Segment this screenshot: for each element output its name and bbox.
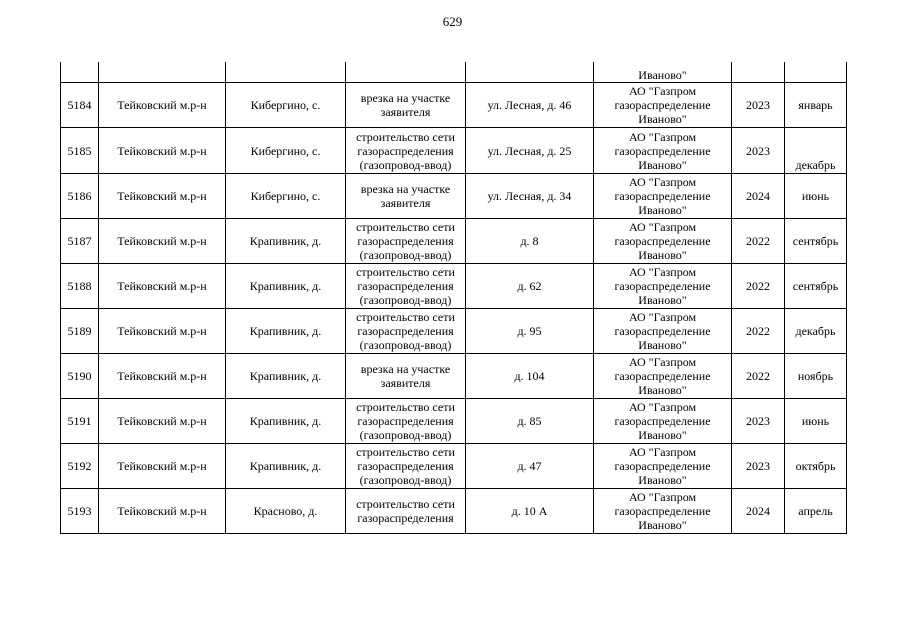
cell-work-type-line: строительство сети — [356, 220, 455, 234]
cell-work-type — [346, 309, 466, 354]
cell-locality: Крапивник, д. — [226, 309, 346, 354]
cell-month: сентябрь — [785, 264, 847, 309]
cell-address: ул. Лесная, д. 25 — [466, 128, 594, 174]
cell-organization-line: Иваново" — [638, 203, 687, 217]
table-row — [61, 309, 847, 354]
cell-organization — [594, 128, 732, 174]
cell-number: 5185 — [61, 128, 99, 174]
cell-organization-line: газораспределение — [614, 98, 711, 112]
cell-locality: Крапивник, д. — [226, 354, 346, 399]
cell-work-type — [346, 489, 466, 534]
cell-address: д. 104 — [466, 354, 594, 399]
cell-organization-line: Иваново" — [638, 293, 687, 307]
cell-organization-line: АО "Газпром — [628, 445, 697, 459]
cell-organization-line: газораспределение — [614, 189, 711, 203]
cell-organization — [594, 83, 732, 128]
cell-number: 5186 — [61, 174, 99, 219]
cell-address: д. 62 — [466, 264, 594, 309]
cell-organization-line: АО "Газпром — [628, 220, 697, 234]
cell-organization — [594, 309, 732, 354]
cell-organization-line: АО "Газпром — [628, 490, 697, 504]
cell-organization-line: газораспределение — [614, 234, 711, 248]
cell-organization-line: Иваново" — [638, 518, 687, 532]
table-row — [61, 83, 847, 128]
cell-locality — [226, 62, 346, 83]
cell-work-type-line: врезка на участке — [360, 91, 451, 105]
cell-locality: Красново, д. — [226, 489, 346, 534]
cell-work-type-line: заявителя — [380, 105, 431, 119]
cell-organization-line: газораспределение — [614, 324, 711, 338]
cell-locality: Кибергино, с. — [226, 174, 346, 219]
table-row — [61, 399, 847, 444]
page-number: 629 — [442, 14, 463, 29]
cell-organization — [594, 219, 732, 264]
cell-organization — [594, 354, 732, 399]
cell-month: сентябрь — [785, 219, 847, 264]
cell-year: 2024 — [732, 489, 785, 534]
cell-month — [785, 62, 847, 83]
cell-year: 2023 — [732, 399, 785, 444]
cell-organization-line: АО "Газпром — [628, 355, 697, 369]
cell-number: 5192 — [61, 444, 99, 489]
cell-address: д. 95 — [466, 309, 594, 354]
cell-number: 5191 — [61, 399, 99, 444]
cell-work-type-line: (газопровод-ввод) — [359, 473, 452, 487]
cell-month: июнь — [785, 174, 847, 219]
cell-month: январь — [785, 83, 847, 128]
gasification-schedule-table — [60, 62, 847, 534]
cell-work-type-line: строительство сети — [356, 400, 455, 414]
cell-district: Тейковский м.р-н — [99, 264, 226, 309]
cell-year — [732, 62, 785, 83]
cell-year: 2023 — [732, 444, 785, 489]
cell-number: 5188 — [61, 264, 99, 309]
cell-year: 2022 — [732, 219, 785, 264]
cell-work-type-line: (газопровод-ввод) — [359, 248, 452, 262]
cell-year: 2023 — [732, 128, 785, 174]
cell-organization-line: АО "Газпром — [628, 400, 697, 414]
cell-district: Тейковский м.р-н — [99, 128, 226, 174]
cell-organization-line: Иваново" — [638, 338, 687, 352]
cell-organization-line: АО "Газпром — [628, 129, 697, 144]
cell-district: Тейковский м.р-н — [99, 219, 226, 264]
cell-number: 5189 — [61, 309, 99, 354]
cell-organization-line: газораспределение — [614, 369, 711, 383]
cell-work-type — [346, 354, 466, 399]
cell-work-type-line: строительство сети — [356, 129, 455, 144]
cell-organization-line: газораспределение — [614, 414, 711, 428]
cell-work-type-line: строительство сети — [356, 310, 455, 324]
table-row — [61, 219, 847, 264]
table-row — [61, 128, 847, 174]
cell-organization-line: Иваново" — [638, 112, 687, 126]
cell-organization — [594, 399, 732, 444]
cell-month: ноябрь — [785, 354, 847, 399]
table-row — [61, 264, 847, 309]
cell-year: 2022 — [732, 309, 785, 354]
cell-locality: Крапивник, д. — [226, 219, 346, 264]
cell-organization: Иваново" — [594, 62, 732, 83]
cell-organization-line: газораспределение — [614, 143, 711, 158]
cell-work-type-line: газораспределения — [357, 143, 454, 158]
cell-year: 2024 — [732, 174, 785, 219]
cell-work-type — [346, 128, 466, 174]
cell-work-type — [346, 83, 466, 128]
cell-work-type-line: строительство сети — [356, 445, 455, 459]
cell-work-type-line: заявителя — [380, 376, 431, 390]
cell-work-type — [346, 444, 466, 489]
cell-organization-line: газораспределение — [614, 504, 711, 518]
cell-organization — [594, 174, 732, 219]
cell-organization — [594, 489, 732, 534]
cell-organization-line: Иваново" — [638, 157, 687, 172]
cell-work-type — [346, 219, 466, 264]
cell-organization-line: Иваново" — [638, 428, 687, 442]
cell-organization-line: Иваново" — [638, 473, 687, 487]
cell-month: июнь — [785, 399, 847, 444]
cell-month: апрель — [785, 489, 847, 534]
cell-work-type-line: заявителя — [380, 196, 431, 210]
table-row — [61, 444, 847, 489]
cell-locality: Кибергино, с. — [226, 128, 346, 174]
cell-year: 2023 — [732, 83, 785, 128]
cell-district: Тейковский м.р-н — [99, 444, 226, 489]
cell-address: д. 10 А — [466, 489, 594, 534]
cell-organization — [594, 264, 732, 309]
cell-number — [61, 62, 99, 83]
cell-organization-line: АО "Газпром — [628, 175, 697, 189]
cell-locality: Крапивник, д. — [226, 444, 346, 489]
cell-month: октябрь — [785, 444, 847, 489]
cell-locality: Крапивник, д. — [226, 399, 346, 444]
cell-address: ул. Лесная, д. 34 — [466, 174, 594, 219]
cell-work-type — [346, 399, 466, 444]
cell-address: д. 8 — [466, 219, 594, 264]
cell-year: 2022 — [732, 354, 785, 399]
cell-district: Тейковский м.р-н — [99, 399, 226, 444]
cell-number: 5187 — [61, 219, 99, 264]
cell-number: 5184 — [61, 83, 99, 128]
cell-organization-line: газораспределение — [614, 459, 711, 473]
cell-locality: Крапивник, д. — [226, 264, 346, 309]
cell-district: Тейковский м.р-н — [99, 354, 226, 399]
cell-work-type-line: строительство сети — [356, 497, 455, 511]
cell-organization-line: Иваново" — [638, 383, 687, 397]
cell-work-type-line: врезка на участке — [360, 362, 451, 376]
cell-district: Тейковский м.р-н — [99, 489, 226, 534]
cell-locality: Кибергино, с. — [226, 83, 346, 128]
cell-address: ул. Лесная, д. 46 — [466, 83, 594, 128]
cell-work-type-line: (газопровод-ввод) — [359, 293, 452, 307]
cell-month: декабрь — [785, 128, 847, 174]
cell-district — [99, 62, 226, 83]
table-row — [61, 174, 847, 219]
table-row — [61, 354, 847, 399]
cell-work-type — [346, 62, 466, 83]
cell-work-type — [346, 264, 466, 309]
cell-number: 5193 — [61, 489, 99, 534]
cell-work-type-line: газораспределения — [357, 414, 454, 428]
cell-work-type-line: строительство сети — [356, 265, 455, 279]
cell-work-type — [346, 174, 466, 219]
cell-address: д. 85 — [466, 399, 594, 444]
cell-organization-line: газораспределение — [614, 279, 711, 293]
cell-work-type-line: (газопровод-ввод) — [359, 157, 452, 172]
cell-work-type-line: (газопровод-ввод) — [359, 338, 452, 352]
cell-district: Тейковский м.р-н — [99, 83, 226, 128]
cell-work-type-line: газораспределения — [357, 279, 454, 293]
cell-work-type-line: газораспределения — [357, 234, 454, 248]
cell-number: 5190 — [61, 354, 99, 399]
cell-organization-line: АО "Газпром — [628, 84, 697, 98]
cell-month: декабрь — [785, 309, 847, 354]
cell-work-type-line: газораспределения — [357, 324, 454, 338]
cell-organization — [594, 444, 732, 489]
cell-organization-line: АО "Газпром — [628, 265, 697, 279]
table-row — [61, 489, 847, 534]
cell-address: д. 47 — [466, 444, 594, 489]
cell-organization-line: Иваново" — [638, 248, 687, 262]
cell-organization-line: АО "Газпром — [628, 310, 697, 324]
cell-work-type-line: газораспределения — [357, 459, 454, 473]
cell-work-type-line: газораспределения — [357, 511, 454, 525]
cell-district: Тейковский м.р-н — [99, 309, 226, 354]
cell-work-type-line: врезка на участке — [360, 182, 451, 196]
cell-year: 2022 — [732, 264, 785, 309]
cell-district: Тейковский м.р-н — [99, 174, 226, 219]
cell-work-type-line: (газопровод-ввод) — [359, 428, 452, 442]
table-row-continued — [61, 62, 847, 83]
cell-address — [466, 62, 594, 83]
